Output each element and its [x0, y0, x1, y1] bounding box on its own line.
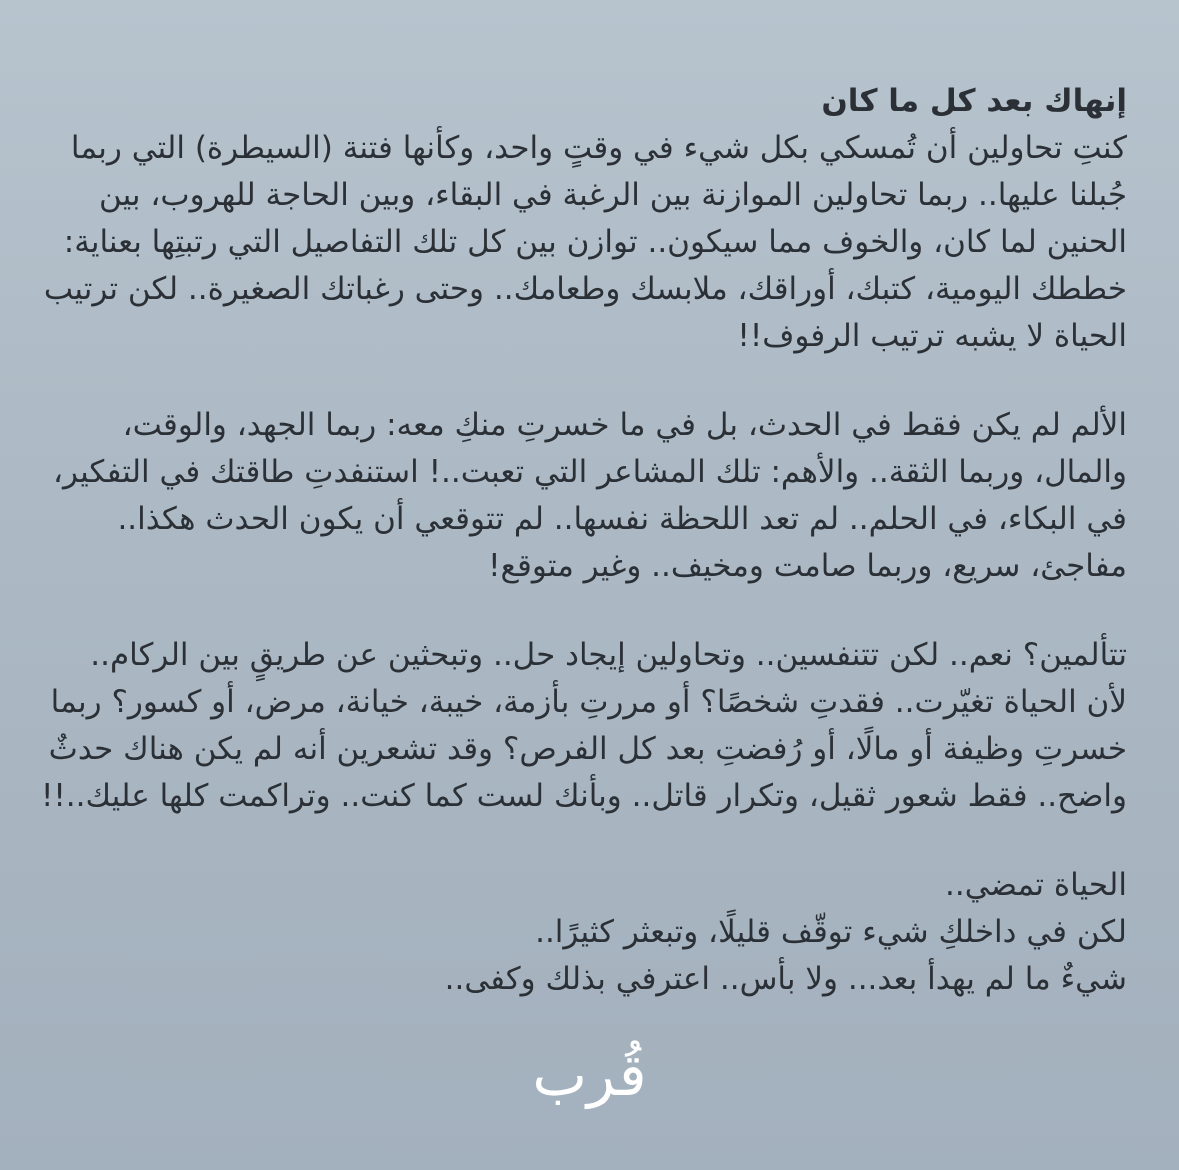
article	[40, 78, 1127, 1003]
paragraph-1: كنتِ تحاولين أن تُمسكي بكل شيء في وقتٍ واحد، وكأنها فتنة (السيطرة) التي ربما جُبلنا عليها.. ربما تحاولين الموازنة بين الرغبة في البقاء، وبين الحاجة للهروب، بين الحنين لما كان، والخوف مما سيكون.. توازن بين كل تلك التفاصيل التي رتبتِها بعناية: خططك اليومية، كتبك، أوراقك، ملابسك وطعامك.. وحتى رغباتك الصغيرة.. لكن ترتيب الحياة لا يشبه ترتيب الرفوف!!	[43, 130, 1127, 354]
paragraph-spacer	[40, 360, 1127, 402]
paragraph-3: تتألمين؟ نعم.. لكن تتنفسين.. وتحاولين إيجاد حل.. وتبحثين عن طريقٍ بين الركام.. لأن الحياة تغيّرت.. فقدتِ شخصًا؟ أو مررتِ بأزمة، خيبة، خيانة، مرض، أو كسور؟ ربما خسرتِ وظيفة أو مالًا، أو رُفضتِ بعد كل الفرص؟ وقد تشعرين أنه لم يكن هناك حدثٌ واضح.. فقط شعور ثقيل، وتكرار قاتل.. وبأنك لست كما كنت.. وتراكمت كلها عليك..!!	[40, 637, 1127, 814]
closing-line-2: لكن في داخلكِ شيء توقّف قليلًا، وتبعثر كثيرًا..	[535, 914, 1127, 950]
paragraph-spacer	[40, 590, 1127, 632]
closing-line-1: الحياة تمضي..	[945, 867, 1127, 903]
signature-logo: قُرب	[532, 1041, 647, 1109]
closing-block	[40, 862, 1127, 1003]
closing-line-3: شيءٌ ما لم يهدأ بعد... ولا بأس.. اعترفي بذلك وكفى..	[444, 961, 1127, 997]
article-title: إنهاك بعد كل ما كان	[821, 83, 1127, 119]
paragraph-2: الألم لم يكن فقط في الحدث، بل في ما خسرتِ منكِ معه: ربما الجهد، والوقت، والمال، وربما الثقة.. والأهم: تلك المشاعر التي تعبت..! استنفدتِ طاقتك في التفكير، في البكاء، في الحلم.. لم تعد اللحظة نفسها.. لم تتوقعي أن يكون الحدث هكذا.. مفاجئ، سريع، وربما صامت ومخيف.. وغير متوقع!	[52, 407, 1127, 584]
paragraph-spacer	[40, 820, 1127, 862]
